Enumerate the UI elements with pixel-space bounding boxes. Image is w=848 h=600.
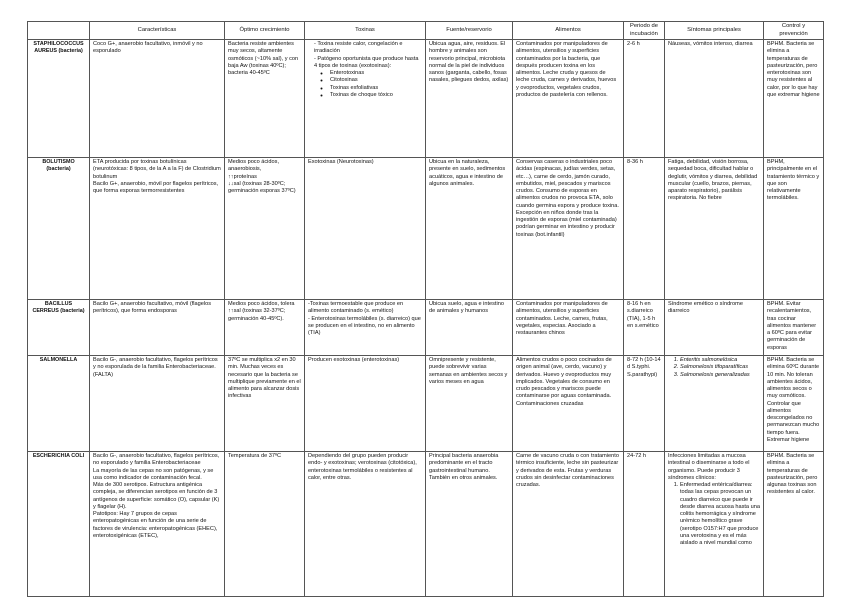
header-cell: Alimentos [513,22,624,40]
cell-toxinas: Producen exotoxinas (enterotoxinas) [305,356,426,452]
table-row [28,452,824,597]
cell-incubacion: 2-6 h [624,40,665,158]
cell-alimentos: Carne de vacuno cruda o con tratamiento térmico insuficiente, leche sin pasteurizar y derivados de esta. Frutas y verduras crudos sin desinfectar contaminaciones cruzadas. [513,452,624,597]
cell-toxinas: Dependiendo del grupo pueden producir endo- y exotoxinas; verotoxinas (citotóxica), enterotoxinas termolábiles o resistentes al calor, entre otras. [305,452,426,597]
cell-alimentos: Conservas caseras o industriales poco ácidas (espinacas, judías verdes, setas, etc…), carne de cerdo, jamón curado, embutidos, miel, pescados y mariscos crudos. Consumo de esporas en alimentos crudos no provoca ETA, solo cuando germina espora y produce toxina. Excepción en niños donde tras la ingestión de esporas (miel contaminada) podrían germinar en intestino y producir toxinas (bot.infantil) [513,158,624,300]
header-cell: Síntomas principales [665,22,764,40]
cell-control: BPHM, principalmente en el tratamiento térmico y que son relativamente termolábiles. [764,158,824,300]
pathogen-name: ESCHERICHIA COLI [28,452,90,597]
cell-toxinas: -Toxinas termoestable que produce en alimento contaminado (s. emético) - Enterotoxinas termolábiles (s. diarreico) que se producen en el intestino, no en alimento (TIA) [305,300,426,356]
cell-control: BPHM. Bacteria se elimina a temperaturas de pasteurización, pero enterotoxinas son muy resistentes al calor, por lo que hay que extremar higiene [764,40,824,158]
cell-caracteristicas: Bacilo G-, anaerobio facultativo, flagelos perítricos y no esporulada de la familia Enterobacteriaceae. (FALTA) [90,356,225,452]
cell-control: BPHM. Bacteria se elimina a temperaturas de pasteurización, pero algunas toxinas son resistentes al calor. [764,452,824,597]
foodborne-pathogens-table [27,21,824,597]
cell-incubacion: 8-16 h en s.diarreico (TIA), 1-5 h en s.emético [624,300,665,356]
cell-control: BPHM. Bacteria se elimina 60ºC durante 10 min. No toleran ambientes ácidos, alimentos secos o muy osmóticos. Controlar que alimentos descongelados no permanezcan mucho tiempo fuera. Extremar higiene [764,356,824,452]
cell-sintomas: Síndrome emético o síndrome diarreico [665,300,764,356]
cell-incubacion: 8-72 h (10-14 d S.typhi. S.parathypi) [624,356,665,452]
cell-caracteristicas: ETA producida por toxinas botulínicas (neurotóxicas: 8 tipos, de la A a la F) de Clostridium botulinum Bacilo G+, anaerobio, móvil por flagelos perítricos, que forma esporas termorresistentes [90,158,225,300]
cell-incubacion: 8-36 h [624,158,665,300]
header-cell: Fuente/reservorio [426,22,513,40]
cell-optimo: Temperatura de 37ºC [225,452,305,597]
cell-sintomas: 1. Enteritis salmonelósica 2. Salmonelosis tifoparatíficas 3. Salmonelosis generalizadas [665,356,764,452]
table-row [28,40,824,158]
header-cell: Periodo de incubación [624,22,665,40]
cell-fuente: Principal bacteria anaerobia predominante en el tracto gastrointestinal humano. También en otros animales. [426,452,513,597]
cell-alimentos: Contaminados por manipuladores de alimentos, utensilios y superficies contaminados. Leche, carnes, frutas, vegetales, especias. Asociado a restaurantes chinos [513,300,624,356]
table-row [28,300,824,356]
cell-sintomas: Náuseas, vómitos intenso, diarrea [665,40,764,158]
cell-caracteristicas: Bacilo G-, anaerobio facultativo, flagelos perítricos, no esporulado y familia Enterobacteriaceae La mayoría de las cepas no son patógenas, y se usa como indicador de contaminación fecal. Más de 300 serotipos. Estructura antigénica compleja, se diferencian serotipos en función de 3 antígenos de superficie: somático (O), capsular (K) y flagelar (H). Patotipos: Hay 7 grupos de cepas enteropatogénicas en función de una serie de factores de virulencia: enteropatogénicas (EHEC), enterotoxigénicas (ETEC), [90,452,225,597]
cell-optimo: Medios poco ácidos, tolera ↑↑sal (toxinas 32-37ºC; germinación 40-45ºC). [225,300,305,356]
cell-sintomas: Infecciones limitadas a mucosa intestinal o diseminarse a todo el organismo. Puede producir 3 síndromes clínicos: 1. Enfermedad entérica/diarrea: todas las cepas provocan un cuadro diarreico que puede ir desde diarrea acuosa hasta una colitis hemorrágica y síndrome urémico hemolítico grave (serotipo O157:H7 que produce una verotoxina y es el más aislado a nivel mundial como [665,452,764,597]
cell-optimo: Bacteria resiste ambientes muy secos, altamente osmóticos (~10% sal), y con baja Aw (toxinas 40ºC); bacteria 40-45ºC [225,40,305,158]
header-cell: Características [90,22,225,40]
cell-sintomas: Fatiga, debilidad, visión borrosa, sequedad boca, dificultad hablar o deglutir, vómitos y diarrea, debilidad muscular (cuello, brazos, piernas, aparato respiratorio), parálisis respiratoria. No fiebre [665,158,764,300]
cell-caracteristicas: Bacilo G+, anaerobio facultativo, móvil (flagelos perítricos), que forma endosporas [90,300,225,356]
pathogen-name: BOLUTISMO (bacteria) [28,158,90,300]
pathogen-name: BACILLUS CERREUS (bacteria) [28,300,90,356]
cell-control: BPHM. Evitar recalentamientos, tras cocinar alimentos mantener a 60ºC para evitar germinación de esporas [764,300,824,356]
cell-toxinas: - Toxina resiste calor, congelación e irradiación - Patógeno oportunista que produce hasta 4 tipos de toxinas (exotoxinas): ◦ Enterotoxinas ◦ Citotoxinas ◦ Toxinas exfoliativas ◦ Toxinas de choque tóxico [305,40,426,158]
table-row [28,356,824,452]
header-cell: Control y prevención [764,22,824,40]
header-cell: Óptimo crecimiento [225,22,305,40]
cell-fuente: Omnipresente y resistente, puede sobrevivir varias semanas en ambientes secos y varios meses en agua [426,356,513,452]
cell-fuente: Ubicua agua, aire, residuos. El hombre y animales son reservorio principal, microbiota normal de la piel de individuos sanos (garganta, cabello, fosas nasales, pliegues dedos, axilas) [426,40,513,158]
cell-toxinas: Exotoxinas (Neurotoxinas) [305,158,426,300]
cell-alimentos: Contaminados por manipuladores de alimentos, utensilios y superficies contaminados por la bacteria, que después producen toxina en los alimentos. Leche cruda y quesos de leche cruda, carnes y derivados, huevos y ovoproductos, vegetales crudos, productos de pastelería con rellenos. [513,40,624,158]
cell-alimentos: Alimentos crudos o poco cocinados de origen animal (ave, cerdo, vacuno) y derivados. Huevo y ovoproductos muy implicados. Vegetales de consumo en crudo pescados y mariscos puede contaminarse por aguas contaminada. Contaminaciones cruzadas [513,356,624,452]
pathogen-name: STAPHILOCOCCUS AUREUS (bacteria) [28,40,90,158]
cell-caracteristicas: Coco G+, anaerobio facultativo, inmóvil y no esporulado [90,40,225,158]
table-row [28,158,824,300]
cell-incubacion: 24-72 h [624,452,665,597]
header-cell [28,22,90,40]
cell-optimo: Medios poco ácidos, anaerobiosis, ↑↑proteínas ↓↓sal (toxinas 28-30ºC; germinación esporas 37ºC) [225,158,305,300]
header-row [28,22,824,40]
cell-optimo: 37ºC se multiplica x2 en 30 min. Muchas veces es necesario que la bacteria se multiplique previamente en el alimento para alcanzar dosis infectivas [225,356,305,452]
cell-fuente: Ubicua en la naturaleza, presente en suelo, sedimentos acuáticos, agua e intestino de algunos animales. [426,158,513,300]
cell-fuente: Ubicua suelo, agua e intestino de animales y humanos [426,300,513,356]
header-cell: Toxinas [305,22,426,40]
pathogen-name: SALMONELLA [28,356,90,452]
